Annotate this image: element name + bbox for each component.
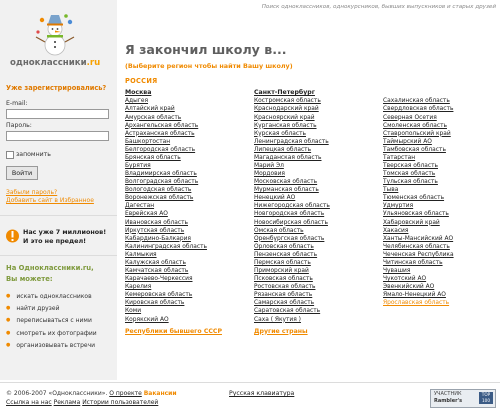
region-link[interactable]: Магаданская область: [254, 154, 322, 161]
region-link[interactable]: Тульская область: [383, 179, 438, 186]
region-link[interactable]: Адыгея: [125, 98, 149, 105]
region-link[interactable]: Томская область: [383, 171, 436, 178]
region-link[interactable]: Кемеровская область: [125, 292, 193, 299]
region-link[interactable]: Красноярский край: [254, 114, 315, 121]
region-link[interactable]: Ханты-Мансийский АО: [383, 235, 454, 242]
region-link[interactable]: Читинская область: [383, 259, 443, 266]
badge-line-1: УЧАСТНИК: [434, 391, 462, 397]
password-label: Пароль:: [6, 122, 32, 129]
email-label: E-mail:: [6, 100, 28, 107]
region-link[interactable]: Калмыкия: [125, 251, 157, 258]
footer-row-1: [6, 390, 177, 397]
region-link[interactable]: Хакасия: [383, 227, 409, 234]
region-link[interactable]: Кировская область: [125, 300, 185, 307]
region-link[interactable]: Карелия: [125, 284, 152, 291]
region-link[interactable]: Белгородская область: [125, 146, 196, 153]
region-link[interactable]: Калининградская область: [125, 243, 208, 250]
region-link[interactable]: Ивановская область: [125, 219, 188, 226]
footer-divider: [0, 382, 500, 383]
region-heading: РОССИЯ: [125, 77, 158, 85]
snowman-logo-icon: [34, 12, 76, 58]
feature-item: ● организовывать встречи: [6, 339, 97, 351]
remember-label: запомнить: [16, 151, 51, 158]
region-link[interactable]: Псковская область: [254, 276, 313, 283]
region-link[interactable]: Кабардино-Балкария: [125, 235, 191, 242]
region-link[interactable]: Вологодская область: [125, 187, 192, 194]
region-link[interactable]: Тыва: [383, 187, 399, 194]
sidebar-divider: [0, 215, 117, 216]
exclamation-icon: [6, 226, 19, 246]
russian-keyboard-link[interactable]: Русская клавиатура: [229, 390, 295, 397]
feature-item: ● смотреть их фотографии: [6, 327, 97, 339]
region-link[interactable]: Саха ( Якутия ): [254, 316, 301, 323]
region-link-moscow[interactable]: Москва: [125, 89, 152, 96]
feature-item: ● найти друзей: [6, 302, 97, 314]
region-link[interactable]: Тюменская область: [383, 195, 445, 202]
region-link[interactable]: Новгородская область: [254, 211, 325, 218]
region-link[interactable]: Чукотский АО: [383, 276, 427, 283]
footer-row-2: [6, 399, 158, 406]
region-link[interactable]: Северная Осетия: [383, 114, 437, 121]
feature-item: ● искать одноклассников: [6, 290, 97, 302]
region-link[interactable]: Ненецкий АО: [254, 195, 296, 202]
about-link[interactable]: О проекте: [109, 390, 142, 397]
region-link[interactable]: Новосибирская область: [254, 219, 328, 226]
page-title: Я закончил школу в...: [125, 42, 287, 57]
link-on-us-link[interactable]: Ссылка на нас: [6, 399, 52, 406]
badge-line-2: Rambler's: [434, 398, 463, 404]
region-link[interactable]: Ульяновская область: [383, 211, 449, 218]
region-link[interactable]: Омская область: [254, 227, 304, 234]
region-link[interactable]: Костромская область: [254, 98, 321, 105]
region-link[interactable]: Ярославская область: [383, 300, 450, 307]
region-link[interactable]: Камчатская область: [125, 268, 189, 275]
password-input[interactable]: [6, 131, 109, 141]
region-link[interactable]: Ямало-Ненецкий АО: [383, 292, 446, 299]
email-input[interactable]: [6, 109, 109, 119]
rambler-top100-badge[interactable]: [430, 389, 496, 408]
region-link[interactable]: Башкортостан: [125, 138, 171, 145]
region-link[interactable]: Еврейская АО: [125, 211, 168, 218]
region-link[interactable]: Татарстан: [383, 154, 416, 161]
remember-checkbox[interactable]: [6, 151, 14, 159]
region-link[interactable]: Тамбовская область: [383, 146, 446, 153]
region-link[interactable]: Пензенская область: [254, 251, 318, 258]
region-link[interactable]: Самарская область: [254, 300, 315, 307]
region-link[interactable]: Алтайский край: [125, 106, 175, 113]
region-link[interactable]: Волгоградская область: [125, 179, 199, 186]
region-link[interactable]: Нижегородская область: [254, 203, 330, 210]
ex-ussr-link[interactable]: Республики бывшего СССР: [125, 327, 222, 335]
region-link[interactable]: Мордовия: [254, 171, 285, 178]
other-countries-link[interactable]: Другие страны: [254, 327, 308, 335]
region-column-3: [383, 88, 454, 307]
region-link[interactable]: Пермская область: [254, 259, 311, 266]
site-logo[interactable]: [4, 10, 112, 74]
badge-line-3: TOP 100: [479, 392, 493, 404]
members-promo: [6, 226, 114, 250]
region-link[interactable]: Брянская область: [125, 154, 181, 161]
features-list: [6, 290, 97, 351]
region-link[interactable]: Воронежская область: [125, 195, 194, 202]
region-link[interactable]: Смоленская область: [383, 122, 447, 129]
copyright-text: © 2006-2007 «Одноклассники».: [6, 390, 108, 397]
region-link[interactable]: Владимирская область: [125, 171, 197, 178]
region-link[interactable]: Приморский край: [254, 268, 309, 275]
region-link[interactable]: Московская область: [254, 179, 318, 186]
region-link[interactable]: Марий Эл: [254, 163, 284, 170]
region-link[interactable]: Краснодарский край: [254, 106, 319, 113]
region-link[interactable]: Калужская область: [125, 259, 186, 266]
region-column-1: [125, 88, 222, 336]
user-stories-link[interactable]: Истории пользователей: [82, 399, 159, 406]
sidebar: [0, 0, 117, 380]
region-link-spb[interactable]: Санкт-Петербург: [254, 89, 315, 96]
region-link[interactable]: Свердловская область: [383, 106, 454, 113]
region-link[interactable]: Амурская область: [125, 114, 182, 121]
region-link[interactable]: Коми: [125, 308, 142, 315]
region-link[interactable]: Саратовская область: [254, 308, 321, 315]
region-link[interactable]: Чеченская Республика: [383, 251, 454, 258]
region-link[interactable]: Хабаровский край: [383, 219, 440, 226]
region-link[interactable]: Ленинградская область: [254, 138, 329, 145]
add-favorites-link[interactable]: Добавить сайт в Избранное: [6, 197, 94, 204]
promo-text: Нас уже 7 миллионов! И это не предел!: [23, 228, 107, 245]
feature-item: ● переписываться с ними: [6, 314, 97, 326]
region-link[interactable]: Дагестан: [125, 203, 155, 210]
region-link[interactable]: Рязанская область: [254, 292, 313, 299]
region-link[interactable]: Таймырский АО: [383, 138, 432, 145]
region-link[interactable]: Архангельская область: [125, 122, 199, 129]
region-link[interactable]: Сахалинская область: [383, 98, 450, 105]
region-link[interactable]: Эвенкийский АО: [383, 284, 435, 291]
region-link[interactable]: Удмуртия: [383, 203, 414, 210]
region-link[interactable]: Карачаево-Черкессия: [125, 276, 193, 283]
region-link[interactable]: Липецкая область: [254, 146, 312, 153]
region-link[interactable]: Орловская область: [254, 243, 314, 250]
region-link[interactable]: Челябинская область: [383, 243, 450, 250]
forgot-password-link[interactable]: Забыли пароль?: [6, 189, 58, 196]
region-link[interactable]: Бурятия: [125, 163, 151, 170]
region-link[interactable]: Ростовская область: [254, 284, 316, 291]
login-heading: Уже зарегистрировались?: [6, 84, 107, 92]
site-tagline: Поиск одноклассников, однокурсников, бывших выпускников и старых друзей: [261, 4, 496, 10]
page-subtitle: (Выберите регион чтобы найти Вашу школу): [125, 62, 293, 70]
login-button[interactable]: Войти: [6, 166, 38, 180]
region-link[interactable]: Иркутская область: [125, 227, 185, 234]
region-link[interactable]: Чувашия: [383, 268, 411, 275]
region-link[interactable]: Тверская область: [383, 163, 439, 170]
ads-link[interactable]: Реклама: [53, 399, 81, 406]
region-link[interactable]: Мурманская область: [254, 187, 319, 194]
logo-text: одноклассники.ru: [10, 58, 101, 68]
region-link[interactable]: Ставропольский край: [383, 130, 451, 137]
region-link[interactable]: Астраханская область: [125, 130, 195, 137]
vacancies-link[interactable]: Вакансии: [143, 390, 177, 397]
region-link[interactable]: Курская область: [254, 130, 306, 137]
region-link[interactable]: Корякский АО: [125, 316, 169, 323]
region-column-2: [254, 88, 330, 336]
region-link[interactable]: Курганская область: [254, 122, 317, 129]
sidebar-divider: [0, 255, 117, 256]
features-title: На Одноклассники.ru, Вы можете:: [6, 264, 94, 283]
region-link[interactable]: Оренбургская область: [254, 235, 325, 242]
